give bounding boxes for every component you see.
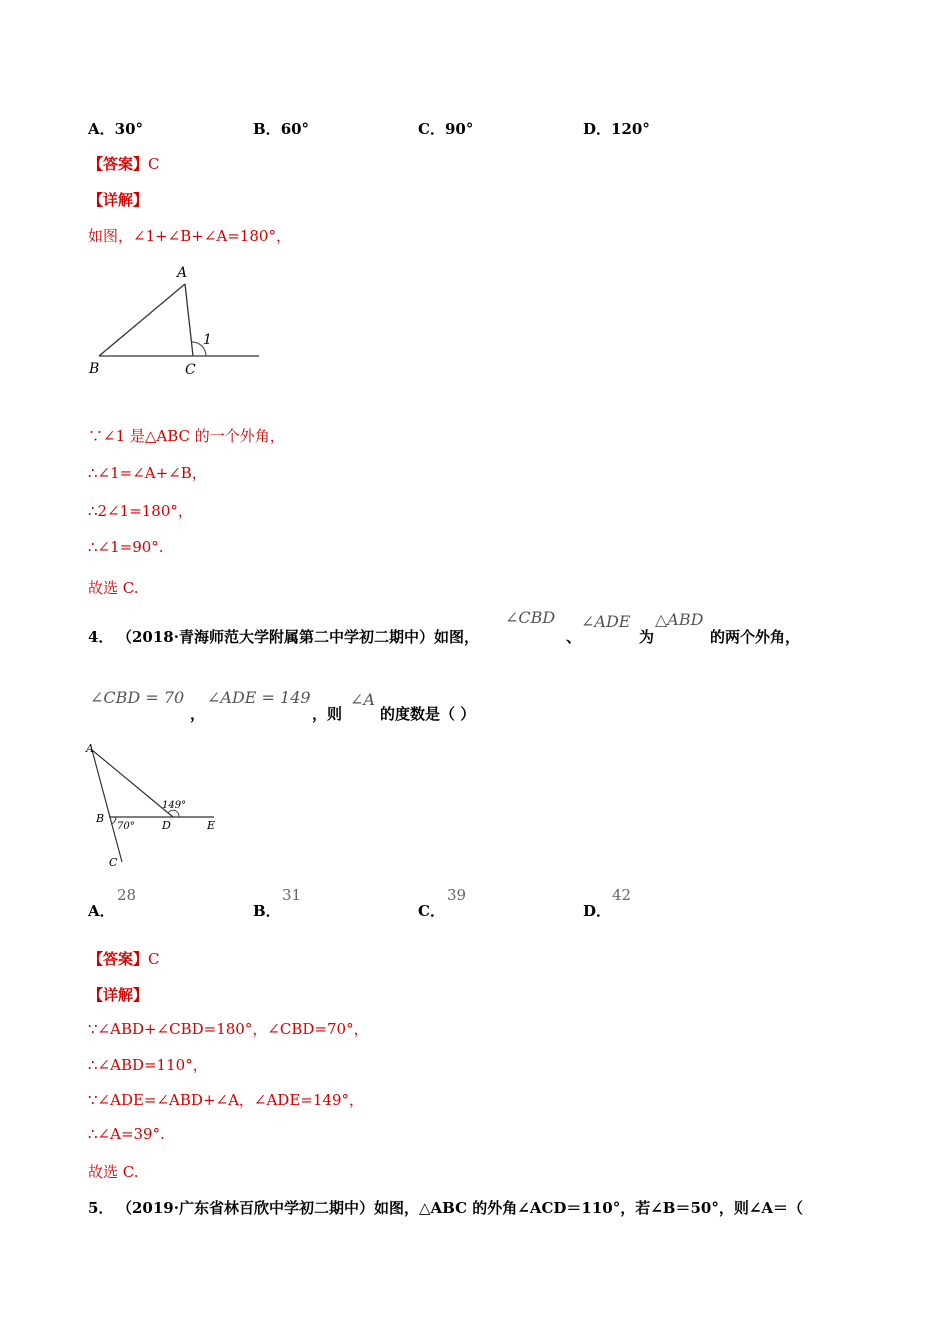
q5-number: 5． [88,1199,114,1217]
q4-tail: 的两个外角， [710,628,801,646]
q4-option-c: C． [418,902,445,920]
q4-answer: 【答案】C [88,950,160,968]
q4-option-b-value: 31 [282,886,302,904]
q4-detail-label: 【详解】 [88,986,149,1004]
q3-option-a: A．30° [88,120,144,138]
q3-answer: 【答案】C [88,155,160,173]
q4-triangle-figure [80,738,225,868]
q4-step-3: ∵∠ADE=∠ABD+∠A，∠ADE=149°， [88,1091,364,1109]
q3-step-5: 故选 C. [88,579,139,597]
q5-text: （2019·广东省林百欣中学初二期中）如图，△ABC 的外角∠ACD＝110°，若∠B＝50°，则∠A＝（ [117,1199,804,1217]
q4-separator: 、 [566,628,582,646]
q3-intro: 如图，∠1+∠B+∠A=180°， [88,227,291,245]
q3-label-b: B [89,361,100,377]
q4-label-e: E [207,819,216,832]
q4-source: （2018·青海师范大学附属第二中学初二期中）如图， [117,628,479,646]
q4-condition-cbd: ∠CBD = 70 [90,688,185,707]
q3-triangle-figure [85,262,265,380]
q4-step-5: 故选 C. [88,1163,139,1181]
q4-option-d: D． [583,902,612,920]
q3-option-c: C．90° [418,120,474,138]
q4-condition-ade: ∠ADE = 149 [207,688,311,707]
q3-step-2: ∴∠1=∠A+∠B， [88,464,207,482]
q4-step-2: ∴∠ABD=110°， [88,1056,208,1074]
q4-option-c-value: 39 [447,886,467,904]
q4-option-d-value: 42 [612,886,632,904]
q4-label-c: C [109,856,118,868]
q4-option-a: A． [88,902,115,920]
q4-math-abd: △ABD [655,610,704,629]
q4-option-b: B． [253,902,281,920]
q4-ask: 的度数是（ ） [380,705,476,723]
q3-option-b: B．60° [253,120,310,138]
q4-option-a-value: 28 [117,886,137,904]
q4-then: ，则 [312,705,343,723]
q4-is: 为 [639,628,655,646]
q3-label-c: C [185,362,196,378]
q4-math-cbd: ∠CBD [505,608,556,627]
q4-comma: ， [190,705,206,723]
q4-label-b: B [96,812,105,825]
q3-label-angle: 1 [203,332,212,348]
q4-angle-70: 70° [117,821,135,832]
q4-math-a: ∠A [350,690,375,709]
q4-math-ade: ∠ADE [581,612,631,631]
q3-label-a: A [177,265,188,281]
q4-angle-149: 149° [162,800,187,811]
q3-detail-label: 【详解】 [88,191,149,209]
q4-label-d: D [162,819,171,832]
q4-number: 4． [88,628,114,646]
q3-option-d: D．120° [583,120,650,138]
q4-step-4: ∴∠A=39°. [88,1125,165,1143]
q3-step-4: ∴∠1=90°. [88,538,164,556]
q4-step-1: ∵∠ABD+∠CBD=180°，∠CBD=70°， [88,1020,369,1038]
q3-step-1: ∵∠1 是△ABC 的一个外角， [88,427,285,445]
q4-label-a: A [86,742,94,755]
q3-step-3: ∴2∠1=180°， [88,502,193,520]
